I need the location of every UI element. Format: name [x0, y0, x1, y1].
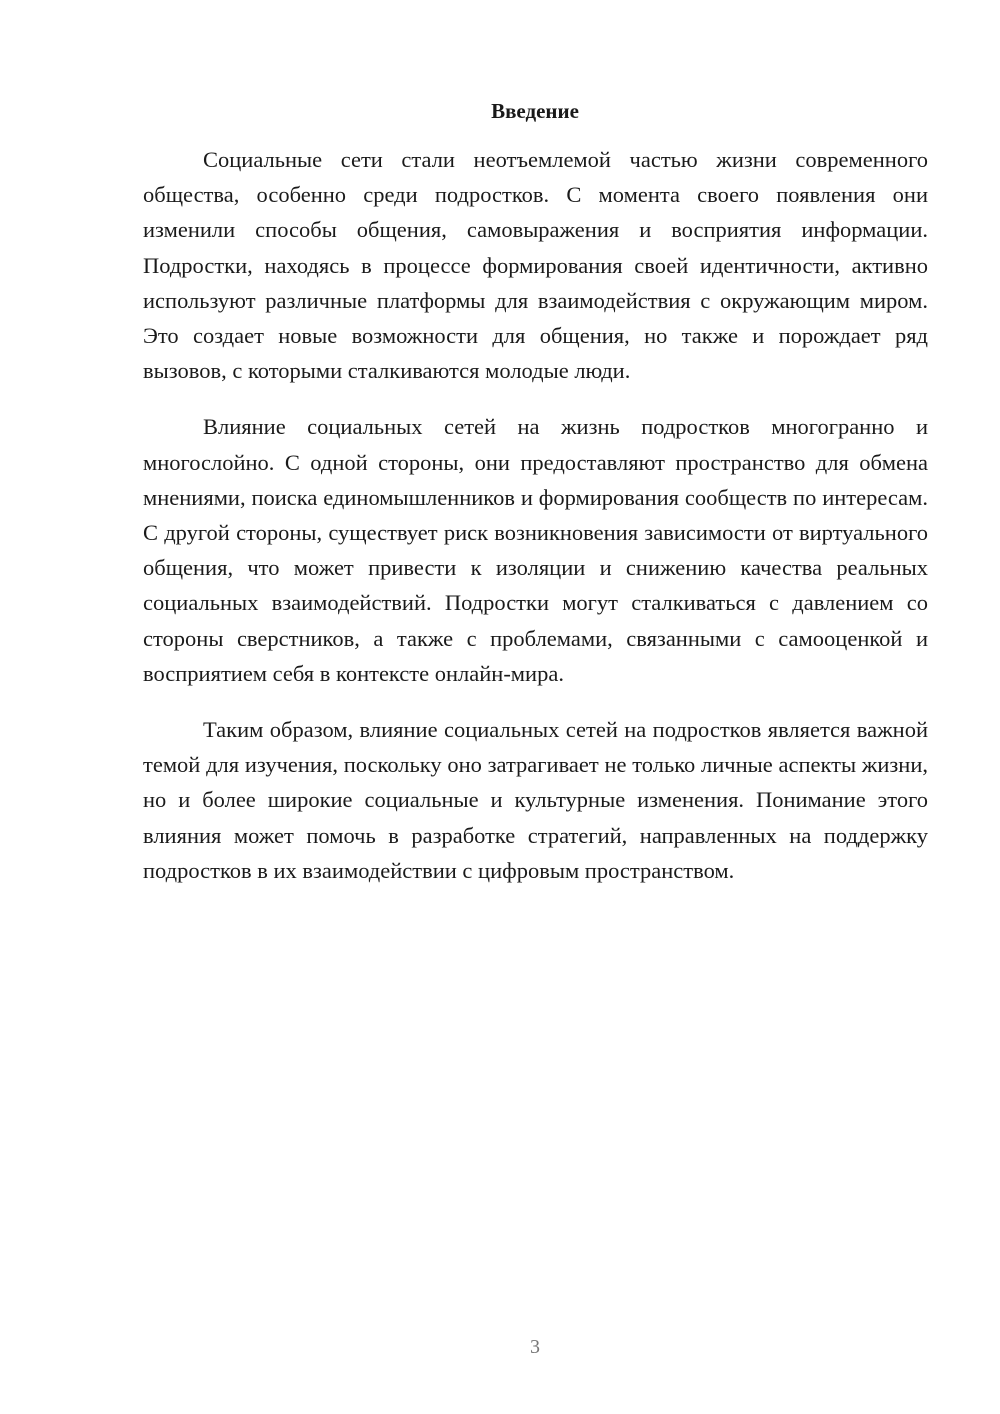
page-number: 3 — [530, 1336, 540, 1358]
paragraph-1: Социальные сети стали неотъемлемой частью жизни современного общества, особенно среди подростков. С момента своего появления они изменили способы общения, самовыражения и восприятия информации. Подростки, находясь в процессе формирования своей идентичности, активно используют различные платформы для взаимодействия с окружающим миром. Это создает новые возможности для общения, но также и порождает ряд вызовов, с которыми сталкиваются молодые люди. — [143, 147, 928, 384]
body-text — [143, 142, 928, 888]
paragraph-2: Влияние социальных сетей на жизнь подростков многогранно и многослойно. С одной стороны, они предоставляют пространство для обмена мнениями, поиска единомышленников и формирования сообществ по интересам. С другой стороны, существует риск возникновения зависимости от виртуального общения, что может привести к изоляции и снижению качества реальных социальных взаимодействий. Подростки могут сталкиваться с давлением со стороны сверстников, а также с проблемами, связанными с самооценкой и восприятием себя в контексте онлайн-мира. — [143, 414, 928, 686]
paragraph-3: Таким образом, влияние социальных сетей на подростков является важной темой для изучения, поскольку оно затрагивает не только личные аспекты жизни, но и более широкие социальные и культурные изменения. Понимание этого влияния может помочь в разработке стратегий, направленных на поддержку подростков в их взаимодействии с цифровым пространством. — [143, 717, 928, 883]
section-heading: Введение — [491, 99, 579, 123]
